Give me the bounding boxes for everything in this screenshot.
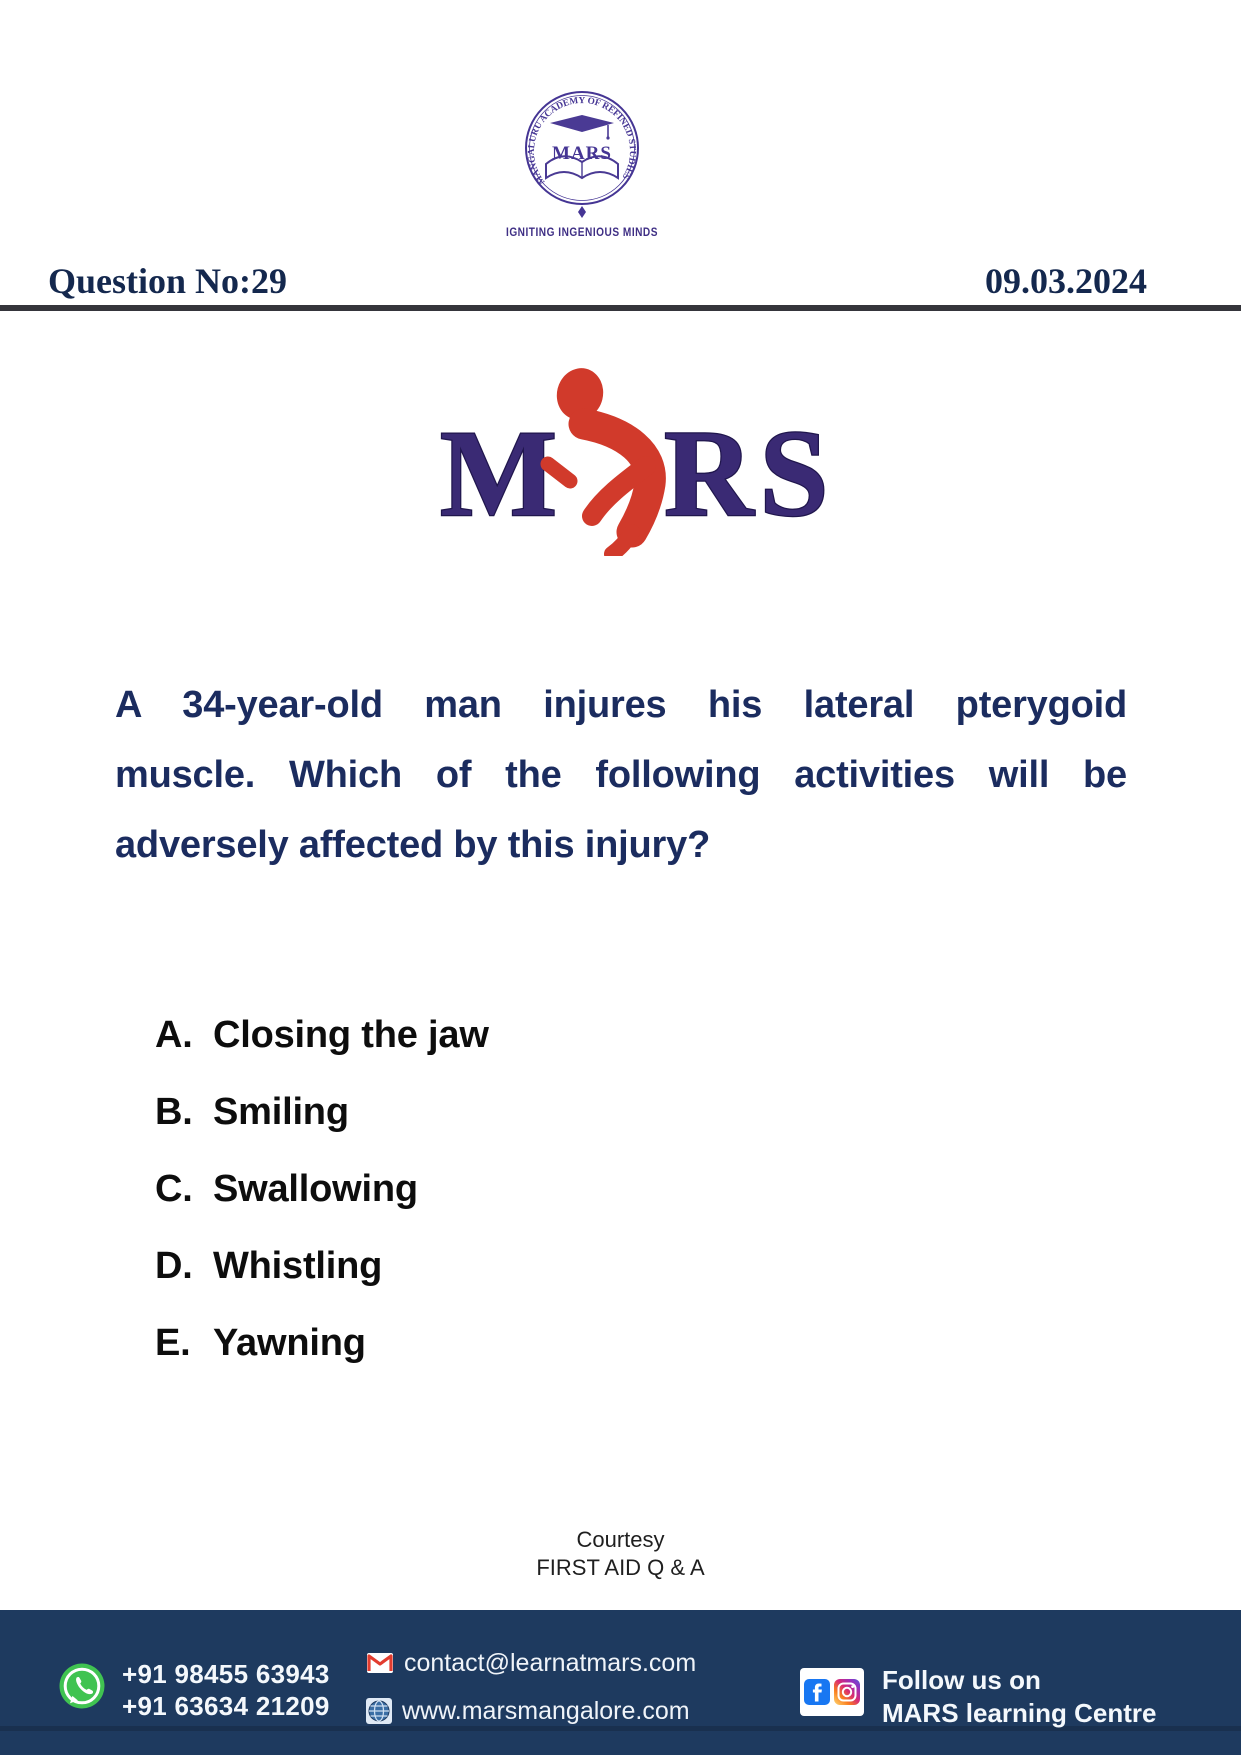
courtesy-source: FIRST AID Q & A <box>536 1555 705 1580</box>
option-b-letter: B. <box>155 1091 193 1133</box>
logo-letter-m: M <box>440 405 558 542</box>
courtesy-block <box>0 1526 1241 1582</box>
option-e-letter: E. <box>155 1322 191 1364</box>
emblem-tagline: IGNITING INGENIOUS MINDS <box>506 225 658 239</box>
option-b <box>155 1089 955 1135</box>
email-text: contact@learnatmars.com <box>404 1648 697 1677</box>
option-d-text: Whistling <box>213 1245 383 1287</box>
phone-numbers <box>122 1658 330 1722</box>
social-icons-box <box>800 1668 864 1716</box>
mars-logo <box>424 344 860 556</box>
website-row <box>366 1694 696 1728</box>
option-e-text: Yawning <box>213 1322 366 1364</box>
option-e <box>155 1320 955 1366</box>
question-line-3: adversely affected by this injury? <box>115 824 711 866</box>
follow-line-1: Follow us on <box>882 1665 1041 1695</box>
option-c <box>155 1166 955 1212</box>
facebook-icon <box>804 1679 830 1705</box>
header-divider <box>0 305 1241 311</box>
globe-icon <box>366 1698 392 1724</box>
emblem-ornament <box>578 206 586 218</box>
graduation-cap-icon <box>550 115 614 140</box>
date-label: 09.03.2024 <box>985 261 1147 301</box>
phone-number-1: +91 98455 63943 <box>122 1659 330 1689</box>
website-text: www.marsmangalore.com <box>402 1696 690 1725</box>
header-row <box>0 260 1241 302</box>
option-c-text: Swallowing <box>213 1168 418 1210</box>
question-number-label: Question No:29 <box>48 261 288 301</box>
instagram-icon <box>834 1679 860 1705</box>
option-d <box>155 1243 955 1289</box>
option-a <box>155 1012 955 1058</box>
email-row <box>366 1646 696 1680</box>
option-c-letter: C. <box>155 1168 193 1210</box>
emblem-ring-text: MANGALURU ACADEMY OF REFINED STUDIES <box>526 96 638 187</box>
emblem-monogram: MARS <box>552 143 612 164</box>
question-block <box>115 670 1127 880</box>
question-line-1: A 34-year-old man injures his lateral pterygoid <box>115 684 1127 726</box>
option-b-text: Smiling <box>213 1091 349 1133</box>
option-a-text: Closing the jaw <box>213 1014 489 1056</box>
option-d-letter: D. <box>155 1245 193 1287</box>
courtesy-label: Courtesy <box>576 1527 665 1552</box>
logo-letters-rs: RS <box>664 405 835 542</box>
follow-block <box>882 1664 1157 1730</box>
mars-academy-emblem <box>494 86 670 246</box>
option-a-letter: A. <box>155 1014 193 1056</box>
logo-runner-figure <box>548 363 650 554</box>
footer-bar <box>0 1610 1241 1755</box>
contact-column <box>366 1646 696 1742</box>
phone-number-2: +91 63634 21209 <box>122 1691 330 1721</box>
email-icon <box>366 1652 394 1674</box>
question-line-2: muscle. Which of the following activities will be <box>115 754 1127 796</box>
whatsapp-icon <box>58 1662 106 1710</box>
follow-line-2: MARS learning Centre <box>882 1698 1157 1728</box>
options-list <box>155 1012 955 1397</box>
